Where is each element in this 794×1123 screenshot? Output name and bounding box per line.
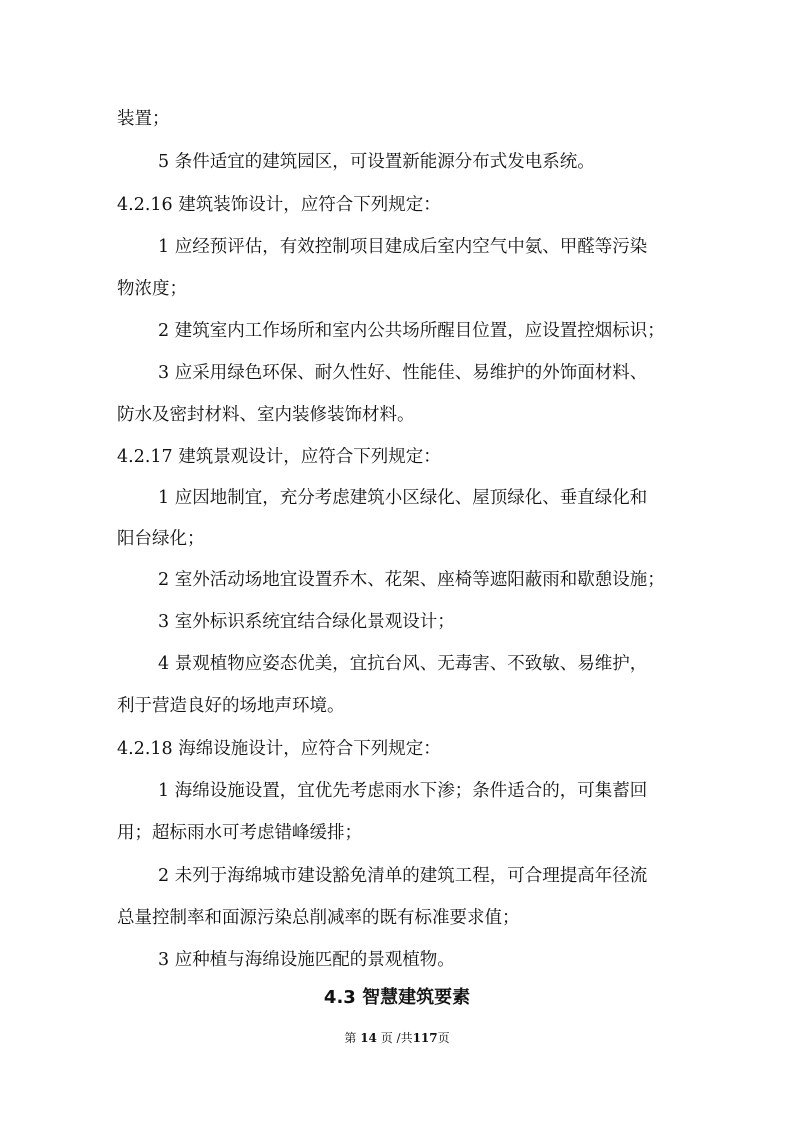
text-line: 1 应经预评估，有效控制项目建成后室内空气中氨、甲醛等污染 <box>158 237 648 257</box>
page-footer <box>0 1029 794 1046</box>
text-line: 用；超标雨水可考虑错峰缓排； <box>117 823 362 843</box>
footer-middle: 页 /共 <box>380 1031 413 1045</box>
text-line: 物浓度； <box>117 279 187 299</box>
clause-heading: 4.2.18 海绵设施设计，应符合下列规定： <box>117 739 441 759</box>
text-line: 阳台绿化； <box>117 529 205 549</box>
text-line: 1 应因地制宜，充分考虑建筑小区绿化、屋顶绿化、垂直绿化和 <box>158 488 648 508</box>
text-line: 3 应采用绿色环保、耐久性好、性能佳、易维护的外饰面材料、 <box>158 363 648 383</box>
text-line: 2 室外活动场地宜设置乔木、花架、座椅等遮阳蔽雨和歇憩设施； <box>158 570 665 590</box>
text-line: 总量控制率和面源污染总削减率的既有标准要求值； <box>117 908 520 928</box>
text-line: 利于营造良好的场地声环境。 <box>117 696 345 716</box>
text-line: 4 景观植物应姿态优美，宜抗台风、无毒害、不致敏、易维护， <box>158 654 648 674</box>
total-pages: 117 <box>412 1031 438 1045</box>
text-line: 装置； <box>117 109 170 129</box>
page-number: 14 <box>360 1031 377 1045</box>
text-line: 防水及密封材料、室内装修装饰材料。 <box>117 405 415 425</box>
text-line: 1 海绵设施设置，宜优先考虑雨水下渗；条件适合的，可集蓄回 <box>158 781 648 801</box>
footer-suffix: 页 <box>437 1031 450 1045</box>
clause-heading: 4.2.17 建筑景观设计，应符合下列规定： <box>117 447 441 467</box>
clause-heading: 4.2.16 建筑装饰设计，应符合下列规定： <box>117 195 441 215</box>
text-line: 2 未列于海绵城市建设豁免清单的建筑工程，可合理提高年径流 <box>158 866 648 886</box>
text-line: 3 应种植与海绵设施匹配的景观植物。 <box>158 950 455 970</box>
section-heading: 4.3 智慧建筑要素 <box>323 987 471 1008</box>
text-line: 5 条件适宜的建筑园区，可设置新能源分布式发电系统。 <box>158 152 595 172</box>
text-line: 3 室外标识系统宜结合绿化景观设计； <box>158 612 455 632</box>
text-line: 2 建筑室内工作场所和室内公共场所醒目位置，应设置控烟标识； <box>158 321 665 341</box>
footer-prefix: 第 <box>344 1031 357 1045</box>
